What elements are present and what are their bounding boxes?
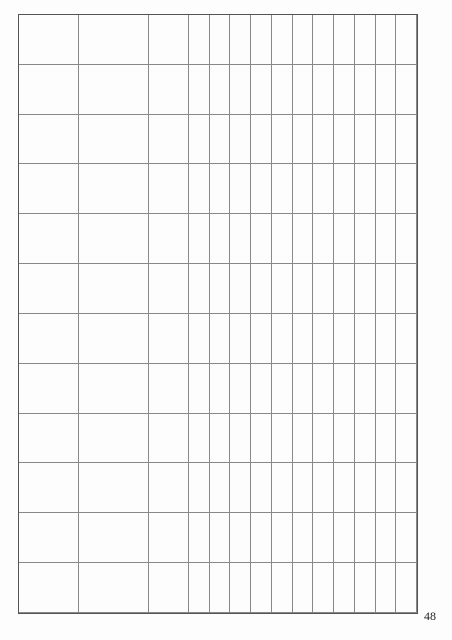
table-cell xyxy=(334,314,355,364)
table-cell xyxy=(149,364,189,414)
table-cell xyxy=(189,164,210,214)
table-cell xyxy=(230,563,251,613)
table-cell xyxy=(210,264,231,314)
table-cell xyxy=(396,414,417,464)
table-cell xyxy=(149,115,189,165)
table-cell xyxy=(334,15,355,65)
table-cell xyxy=(396,65,417,115)
table-cell xyxy=(293,463,314,513)
table-cell xyxy=(189,214,210,264)
table-cell xyxy=(149,563,189,613)
table-cell xyxy=(19,513,79,563)
table-cell xyxy=(376,15,397,65)
table-cell xyxy=(272,314,293,364)
table-cell xyxy=(210,65,231,115)
table-cell xyxy=(376,214,397,264)
table-cell xyxy=(355,513,376,563)
table-cell xyxy=(376,463,397,513)
table-cell xyxy=(355,115,376,165)
table-cell xyxy=(272,115,293,165)
table-cell xyxy=(334,65,355,115)
table-cell xyxy=(272,463,293,513)
table-cell xyxy=(376,115,397,165)
table-cell xyxy=(79,164,149,214)
table-cell xyxy=(230,15,251,65)
table-cell xyxy=(19,414,79,464)
table-cell xyxy=(251,463,272,513)
table-cell xyxy=(293,513,314,563)
table-cell xyxy=(230,214,251,264)
table-cell xyxy=(334,264,355,314)
table-cell xyxy=(334,563,355,613)
table-cell xyxy=(251,414,272,464)
table-cell xyxy=(251,65,272,115)
table-cell xyxy=(79,414,149,464)
table-cell xyxy=(396,463,417,513)
table-cell xyxy=(293,414,314,464)
table-cell xyxy=(189,513,210,563)
table-cell xyxy=(19,563,79,613)
page-number: 48 xyxy=(424,609,436,623)
table-cell xyxy=(355,314,376,364)
table-cell xyxy=(355,214,376,264)
table-cell xyxy=(19,15,79,65)
table-cell xyxy=(355,414,376,464)
table-cell xyxy=(376,264,397,314)
table-cell xyxy=(334,164,355,214)
table-cell xyxy=(19,214,79,264)
table-cell xyxy=(272,214,293,264)
table-cell xyxy=(210,463,231,513)
table-cell xyxy=(210,214,231,264)
table-cell xyxy=(149,513,189,563)
table-cell xyxy=(210,115,231,165)
table-cell xyxy=(313,264,334,314)
table-cell xyxy=(396,364,417,414)
table-cell xyxy=(189,314,210,364)
table-cell xyxy=(313,364,334,414)
table-cell xyxy=(334,364,355,414)
table-cell xyxy=(189,414,210,464)
table-cell xyxy=(19,463,79,513)
table-cell xyxy=(210,414,231,464)
table-cell xyxy=(210,314,231,364)
table-cell xyxy=(251,314,272,364)
table-cell xyxy=(272,563,293,613)
table-cell xyxy=(230,164,251,214)
budget-table xyxy=(18,14,418,614)
table-cell xyxy=(334,513,355,563)
table-cell xyxy=(272,65,293,115)
table-grid xyxy=(19,15,417,613)
table-cell xyxy=(230,513,251,563)
table-cell xyxy=(313,563,334,613)
table-cell xyxy=(251,264,272,314)
table-cell xyxy=(79,563,149,613)
table-cell xyxy=(230,65,251,115)
table-cell xyxy=(293,563,314,613)
table-cell xyxy=(189,364,210,414)
table-cell xyxy=(293,15,314,65)
table-cell xyxy=(251,214,272,264)
table-cell xyxy=(313,164,334,214)
table-cell xyxy=(313,414,334,464)
table-cell xyxy=(355,65,376,115)
table-cell xyxy=(355,164,376,214)
table-cell xyxy=(272,513,293,563)
table-cell xyxy=(251,364,272,414)
table-cell xyxy=(149,65,189,115)
table-cell xyxy=(293,364,314,414)
table-cell xyxy=(19,264,79,314)
table-cell xyxy=(293,115,314,165)
table-cell xyxy=(19,164,79,214)
table-cell xyxy=(272,414,293,464)
table-cell xyxy=(334,214,355,264)
table-cell xyxy=(396,513,417,563)
table-cell xyxy=(355,364,376,414)
table-cell xyxy=(149,414,189,464)
table-cell xyxy=(189,115,210,165)
table-cell xyxy=(334,414,355,464)
table-cell xyxy=(334,115,355,165)
table-cell xyxy=(149,264,189,314)
table-cell xyxy=(396,314,417,364)
table-cell xyxy=(251,164,272,214)
table-cell xyxy=(251,513,272,563)
table-cell xyxy=(79,513,149,563)
table-cell xyxy=(210,563,231,613)
table-cell xyxy=(355,463,376,513)
table-cell xyxy=(355,264,376,314)
table-cell xyxy=(313,115,334,165)
table-cell xyxy=(355,15,376,65)
table-cell xyxy=(149,214,189,264)
table-cell xyxy=(189,563,210,613)
table-cell xyxy=(210,364,231,414)
table-cell xyxy=(189,65,210,115)
table-cell xyxy=(19,115,79,165)
table-cell xyxy=(19,364,79,414)
table-cell xyxy=(376,314,397,364)
table-cell xyxy=(79,65,149,115)
table-cell xyxy=(376,513,397,563)
table-cell xyxy=(189,463,210,513)
table-cell xyxy=(293,314,314,364)
table-cell xyxy=(251,15,272,65)
table-cell xyxy=(376,65,397,115)
table-cell xyxy=(272,264,293,314)
table-cell xyxy=(19,314,79,364)
table-cell xyxy=(376,414,397,464)
table-cell xyxy=(189,15,210,65)
table-cell xyxy=(313,65,334,115)
table-cell xyxy=(149,164,189,214)
table-cell xyxy=(313,214,334,264)
table-cell xyxy=(230,264,251,314)
table-cell xyxy=(376,164,397,214)
table-cell xyxy=(272,164,293,214)
table-cell xyxy=(230,364,251,414)
table-cell xyxy=(396,115,417,165)
table-cell xyxy=(251,563,272,613)
table-cell xyxy=(149,314,189,364)
table-cell xyxy=(79,364,149,414)
table-cell xyxy=(149,15,189,65)
table-cell xyxy=(334,463,355,513)
table-cell xyxy=(210,15,231,65)
table-cell xyxy=(251,115,272,165)
table-cell xyxy=(19,65,79,115)
table-cell xyxy=(79,15,149,65)
table-cell xyxy=(313,463,334,513)
table-cell xyxy=(376,563,397,613)
table-cell xyxy=(210,513,231,563)
table-cell xyxy=(230,414,251,464)
table-cell xyxy=(355,563,376,613)
table-cell xyxy=(230,463,251,513)
table-cell xyxy=(293,264,314,314)
table-cell xyxy=(272,15,293,65)
table-cell xyxy=(210,164,231,214)
table-cell xyxy=(79,214,149,264)
table-cell xyxy=(293,164,314,214)
table-cell xyxy=(396,214,417,264)
table-cell xyxy=(79,463,149,513)
table-cell xyxy=(313,513,334,563)
table-cell xyxy=(149,463,189,513)
table-cell xyxy=(79,314,149,364)
table-cell xyxy=(396,164,417,214)
table-cell xyxy=(396,563,417,613)
table-cell xyxy=(293,214,314,264)
table-cell xyxy=(272,364,293,414)
table-cell xyxy=(396,15,417,65)
table-cell xyxy=(230,314,251,364)
table-cell xyxy=(376,364,397,414)
table-cell xyxy=(313,15,334,65)
table-cell xyxy=(230,115,251,165)
table-cell xyxy=(79,115,149,165)
table-cell xyxy=(313,314,334,364)
table-cell xyxy=(79,264,149,314)
table-cell xyxy=(293,65,314,115)
table-cell xyxy=(396,264,417,314)
table-cell xyxy=(189,264,210,314)
